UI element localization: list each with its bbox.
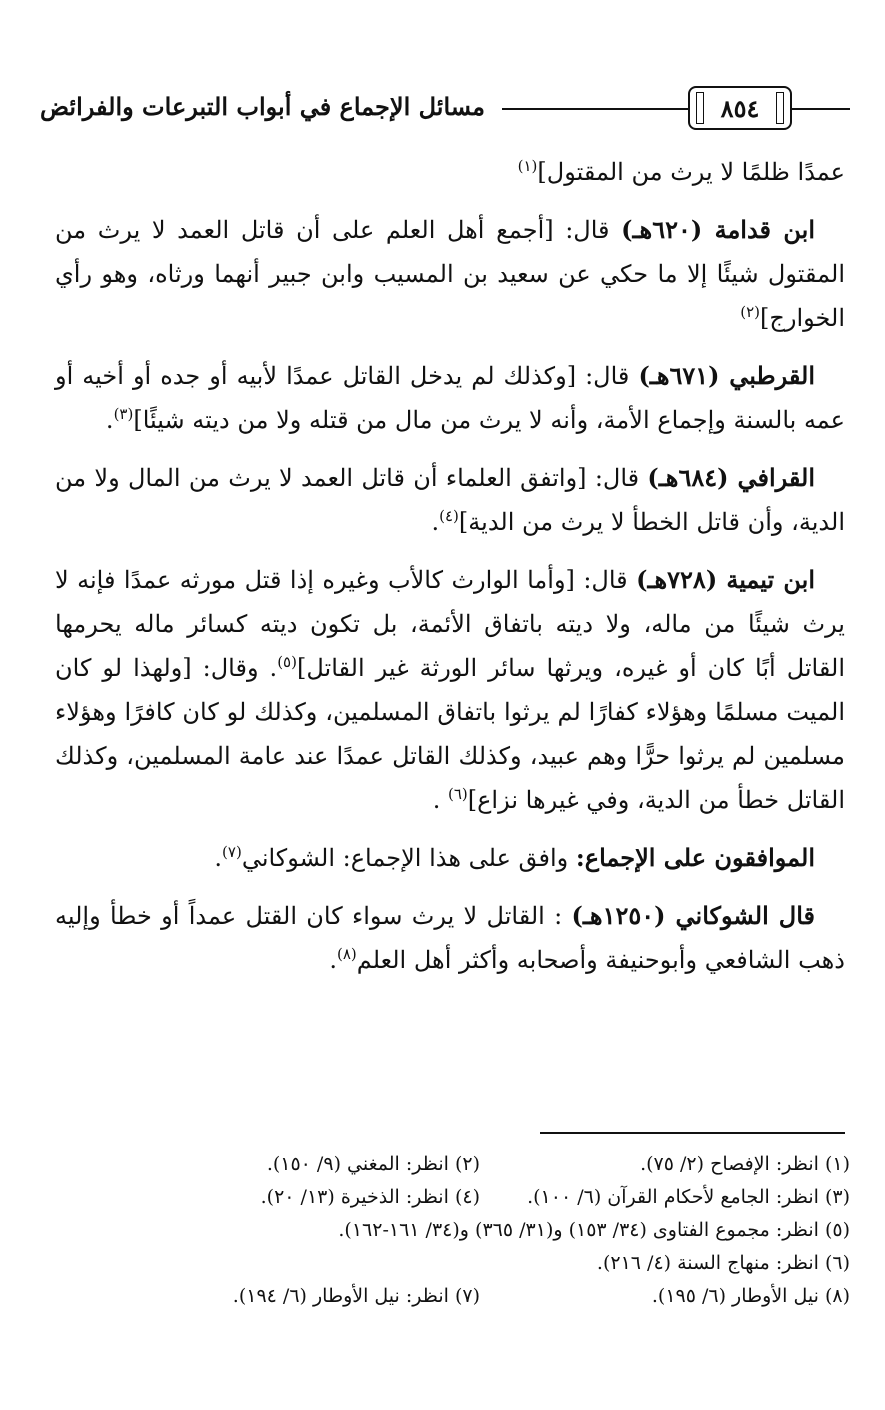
footnote-row	[80, 1214, 850, 1247]
footnote-separator	[540, 1132, 845, 1134]
footnote-number: (٥)	[824, 1219, 850, 1241]
header-rule	[792, 108, 850, 110]
footnote-number: (٤)	[454, 1186, 480, 1208]
scholar-name: ابن قدامة (٦٢٠هـ)	[621, 215, 815, 244]
paragraph-text: قال: [وكذلك لم يدخل القاتل عمدًا لأبيه أو جده أو أخيه أو عمه بالسنة وإجماع الأمة، وأنه لا يرث من مال من قتله ولا من ديته شيئًا]	[55, 362, 845, 434]
paragraph	[55, 150, 845, 194]
footnote-ref: (٣)	[113, 405, 134, 423]
footnote-text: انظر: منهاج السنة (٤/ ٢١٦).	[596, 1252, 819, 1274]
page-header	[40, 86, 850, 130]
paragraph	[55, 208, 845, 340]
section-label: الموافقون على الإجماع:	[575, 843, 815, 872]
paragraph-text: . وقال: [ولهذا لو كان الميت مسلمًا وهؤلاء كفارًا لم يرثوا باتفاق المسلمين، وكذلك لو كان كافرًا وهؤلاء مسلمين لم يرثوا حرًّا وهم عبيد، وكذلك القاتل عمدًا عند عامة المسلمين، وكذلك القاتل خطأ من الدية، وفي غيرها نزاع]	[55, 654, 845, 814]
paragraph-text: وافق على هذا الإجماع: الشوكاني	[241, 844, 576, 872]
footnote-number: (٢)	[454, 1153, 480, 1175]
footnote-text: انظر: نيل الأوطار (٦/ ١٩٤).	[232, 1285, 449, 1307]
page-number-ornament	[688, 86, 792, 130]
footnote	[80, 1214, 850, 1247]
footnote	[110, 1148, 480, 1181]
paragraph-text: قال: [أجمع أهل العلم على أن قاتل العمد لا يرث من المقتول شيئًا إلا ما حكي عن سعيد بن المسيب وابن جبير أنهما ورثاه، وهو رأي الخوارج]	[55, 216, 845, 332]
footnote	[480, 1280, 850, 1313]
scholar-name: ابن تيمية (٧٢٨هـ)	[636, 565, 816, 594]
running-title: مسائل الإجماع في أبواب التبرعات والفرائض	[40, 92, 486, 121]
footnote-ref: (٦)	[447, 785, 468, 803]
footnote-number: (٦)	[824, 1252, 850, 1274]
footnote-text: انظر: الذخيرة (١٣/ ٢٠).	[260, 1186, 449, 1208]
footnote-number: (٧)	[454, 1285, 480, 1307]
footnote-text: انظر: مجموع الفتاوى (٣٤/ ١٥٣) و(٣١/ ٣٦٥) و(٣٤/ ١٦١-١٦٢).	[338, 1219, 819, 1241]
paragraph: ابن تيمية (٧٢٨هـ) قال: [وأما الوارث كالأب وغيره إذا قتل مورثه عمدًا فإنه لا يرث شيئًا من ماله، ولا ديته باتفاق الأئمة، بل تكون ديته كسائر ماله يحرمها القاتل أبًا كان أو غيره، ويرثها سائر الورثة غير القاتل]$^{(٥)}$. وقال: [ولهذا لو كان الميت مسلمًا وهؤلاء كفارًا لم يرثوا باتفاق المسلمين، وكذلك لو كان كافرًا وهؤلاء مسلمين لم يرثوا حرًّا وهم عبيد، وكذلك القاتل عمدًا عند عامة المسلمين، وكذلك القاتل خطأ من الدية، وفي غيرها نزاع]$^{(٦)}$ .	[55, 565, 845, 814]
footnote	[110, 1181, 480, 1214]
footnote-ref: (٥)	[277, 653, 297, 671]
paragraph-text: قال: [واتفق العلماء أن قاتل العمد لا يرث من المال ولا من الدية، وأن قاتل الخطأ لا يرث من الدية]	[55, 464, 845, 536]
footnote-ref: (٢)	[740, 303, 761, 321]
main-text	[55, 150, 845, 996]
footnote-text: انظر: المغني (٩/ ١٥٠).	[266, 1153, 449, 1175]
footnote-text: نيل الأوطار (٦/ ١٩٥).	[651, 1285, 819, 1307]
footnotes	[80, 1148, 850, 1313]
scholar-name: القرطبي (٦٧١هـ)	[638, 361, 815, 390]
paragraph-text: : القاتل لا يرث سواء كان القتل عمداً أو خطأ وإليه ذهب الشافعي وأبوحنيفة وأصحابه وأكثر أهل العلم	[55, 902, 845, 974]
footnote	[480, 1148, 850, 1181]
footnote-row	[80, 1148, 850, 1181]
footnote-ref: (٤)	[439, 507, 459, 525]
footnote-ref: (١)	[517, 157, 538, 175]
footnote-ref: (٧)	[222, 843, 242, 861]
paragraph: القرافي (٦٨٤هـ) قال: [واتفق العلماء أن قاتل العمد لا يرث من المال ولا من الدية، وأن قاتل الخطأ لا يرث من الدية]$^{(٤)}$.	[55, 463, 845, 536]
paragraph-text: عمدًا ظلمًا لا يرث من المقتول]	[537, 158, 845, 186]
footnote-text: انظر: الجامع لأحكام القرآن (٦/ ١٠٠).	[527, 1186, 819, 1208]
footnote	[110, 1280, 480, 1313]
footnote	[80, 1247, 850, 1280]
footnote-number: (٣)	[824, 1186, 850, 1208]
footnote-row	[80, 1280, 850, 1313]
scholar-name: قال الشوكاني (١٢٥٠هـ)	[571, 901, 816, 930]
paragraph: الموافقون على الإجماع: وافق على هذا الإجماع: الشوكاني$^{(٧)}$.	[214, 843, 815, 872]
footnote	[480, 1181, 850, 1214]
page-number: ٨٥٤	[720, 93, 760, 123]
footnote-text: انظر: الإفصاح (٢/ ٧٥).	[640, 1153, 819, 1175]
paragraph: القرطبي (٦٧١هـ) قال: [وكذلك لم يدخل القاتل عمدًا لأبيه أو جده أو أخيه أو عمه بالسنة وإجماع الأمة، وأنه لا يرث من مال من قتله ولا من ديته شيئًا]$^{(٣)}$.	[55, 361, 845, 434]
footnote-row	[80, 1181, 850, 1214]
footnote-ref: (٨)	[336, 945, 357, 963]
header-rule	[502, 108, 690, 110]
paragraph: قال الشوكاني (١٢٥٠هـ) : القاتل لا يرث سواء كان القتل عمداً أو خطأ وإليه ذهب الشافعي وأبوحنيفة وأصحابه وأكثر أهل العلم$^{(٨)}$.	[55, 901, 845, 974]
paragraph-text: قال: [وأما الوارث كالأب وغيره إذا قتل مورثه عمدًا فإنه لا يرث شيئًا من ماله، ولا ديته باتفاق الأئمة، بل تكون ديته كسائر ماله يحرمها القاتل أبًا كان أو غيره، ويرثها سائر الورثة غير القاتل]	[55, 566, 845, 682]
footnote-number: (١)	[824, 1153, 850, 1175]
footnote-row	[80, 1247, 850, 1280]
scholar-name: القرافي (٦٨٤هـ)	[647, 463, 816, 492]
footnote-number: (٨)	[824, 1285, 850, 1307]
